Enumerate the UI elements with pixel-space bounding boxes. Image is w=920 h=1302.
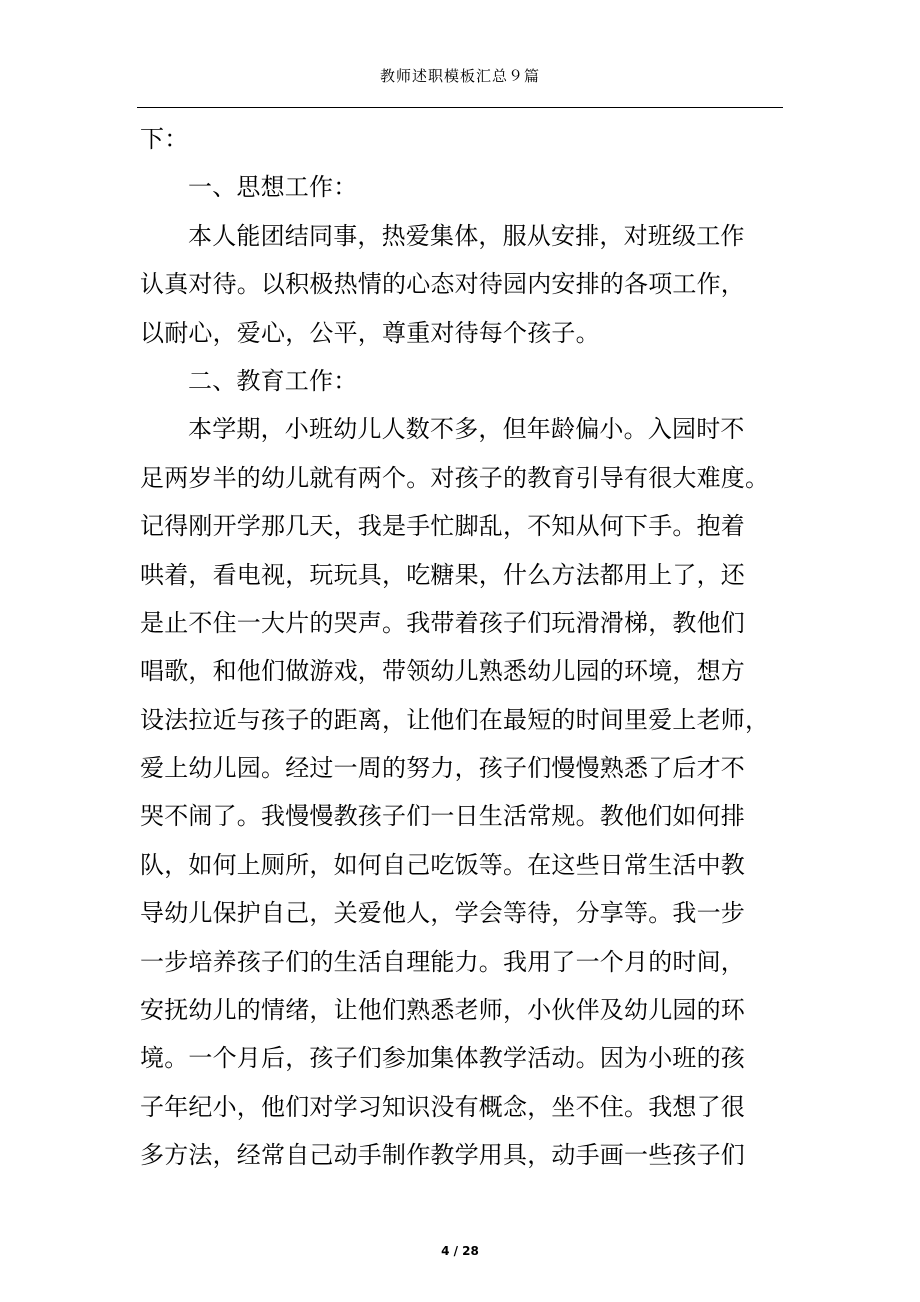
paragraph-line: 哭不闹了。我慢慢教孩子们一日生活常规。教他们如何排	[140, 802, 745, 831]
paragraph-line: 境。一个月后，孩子们参加集体教学活动。因为小班的孩	[140, 1044, 745, 1073]
document-body	[140, 115, 780, 1180]
paragraph-line: 唱歌，和他们做游戏，带领幼儿熟悉幼儿园的环境，想方	[140, 657, 745, 686]
paragraph-line: 设法拉近与孩子的距离，让他们在最短的时间里爱上老师，	[140, 705, 770, 734]
paragraph-line: 下：	[140, 125, 189, 153]
paragraph-line: 多方法，经常自己动手制作教学用具，动手画一些孩子们	[140, 1141, 745, 1170]
page-number: 4 / 28	[441, 1244, 479, 1258]
paragraph-line: 子年纪小，他们对学习知识没有概念，坐不住。我想了很	[140, 1092, 745, 1121]
page-header-title: 教师述职模板汇总９篇	[379, 67, 540, 85]
paragraph-line: 记得刚开学那几天，我是手忙脚乱，不知从何下手。抱着	[140, 512, 745, 541]
section-heading-education: 二、教育工作：	[188, 366, 358, 395]
section-heading-ideology: 一、思想工作：	[188, 173, 358, 202]
paragraph-line: 哄着，看电视，玩玩具，吃糖果，什么方法都用上了，还	[140, 560, 745, 589]
paragraph-line: 足两岁半的幼儿就有两个。对孩子的教育引导有很大难度。	[140, 463, 770, 492]
header-divider	[137, 107, 783, 108]
paragraph-line: 一步培养孩子们的生活自理能力。我用了一个月的时间，	[140, 947, 745, 976]
paragraph-line: 导幼儿保护自己，关爱他人，学会等待，分享等。我一步	[140, 899, 745, 928]
paragraph-line: 爱上幼儿园。经过一周的努力，孩子们慢慢熟悉了后才不	[140, 754, 745, 783]
paragraph-line: 队，如何上厕所，如何自己吃饭等。在这些日常生活中教	[140, 850, 745, 879]
paragraph-line: 是止不住一大片的哭声。我带着孩子们玩滑滑梯，教他们	[140, 608, 745, 637]
paragraph-line: 以耐心，爱心，公平，尊重对待每个孩子。	[140, 318, 600, 347]
paragraph-line: 本学期，小班幼儿人数不多，但年龄偏小。入园时不	[188, 415, 745, 444]
paragraph-line: 安抚幼儿的情绪，让他们熟悉老师，小伙伴及幼儿园的环	[140, 996, 745, 1025]
paragraph-line: 认真对待。以积极热情的心态对待园内安排的各项工作，	[140, 270, 745, 299]
paragraph-line: 本人能团结同事，热爱集体，服从安排，对班级工作	[188, 221, 745, 250]
